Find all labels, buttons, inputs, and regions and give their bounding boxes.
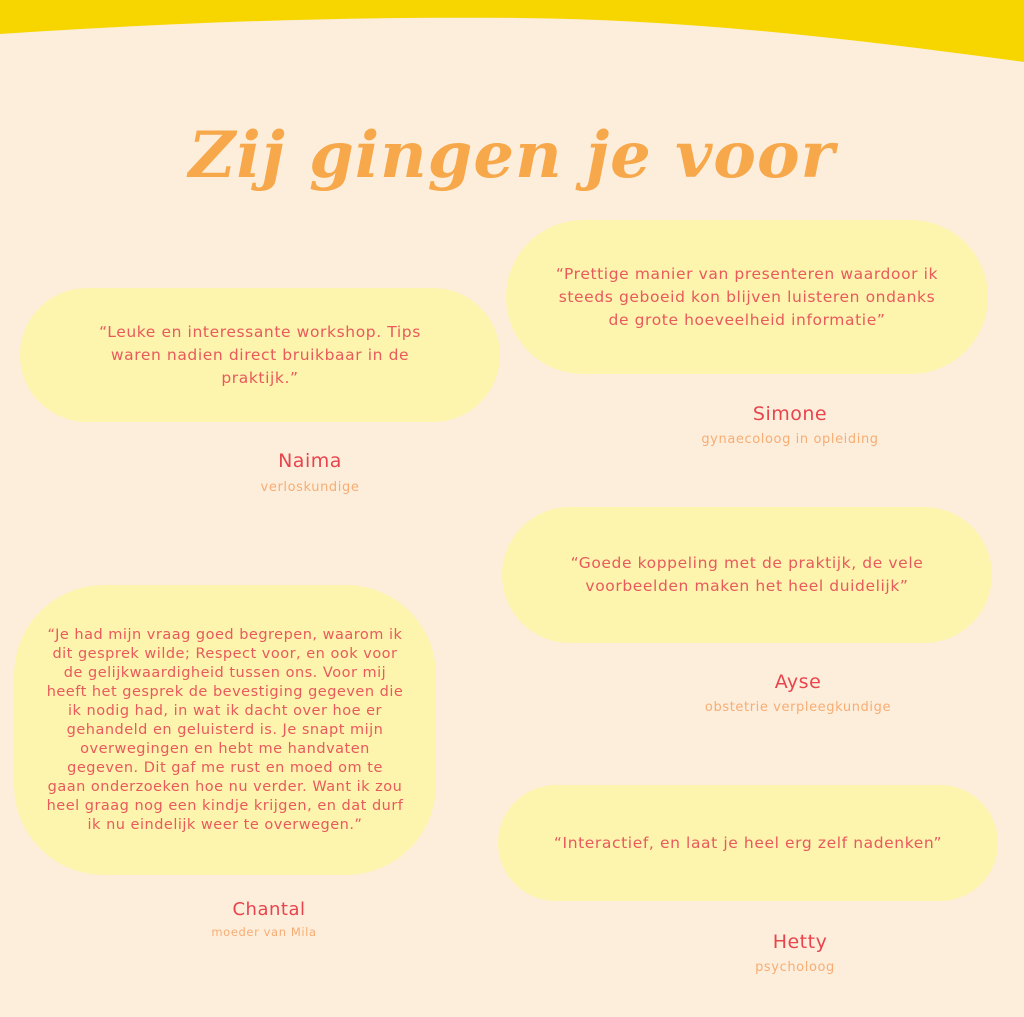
author-name-ayse: Ayse — [774, 671, 822, 693]
quote-text: “Leuke en interessante workshop. Tips waren nadien direct bruikbaar in de praktijk.” — [99, 322, 421, 387]
author-role-simone: gynaecoloog in opleiding — [701, 432, 879, 447]
author-name-hetty: Hetty — [772, 931, 828, 953]
page-title: Zij gingen je voor — [188, 118, 836, 193]
quote-bubble-hetty — [498, 785, 998, 901]
author-role-hetty: psycholoog — [755, 960, 835, 975]
quote-bubble-ayse — [502, 507, 992, 643]
quote-text: “Goede koppeling met de praktijk, de vele voorbeelden maken het heel duidelijk” — [570, 554, 924, 595]
quote-bubble-simone — [506, 220, 988, 374]
author-role-chantal: moeder van Mila — [211, 925, 317, 939]
top-wave-decoration — [0, 0, 1024, 70]
quote-text: “Interactief, en laat je heel erg zelf nadenken” — [553, 833, 943, 852]
quote-text: “Prettige manier van presenteren waardoor ik steeds geboeid kon blijven luisteren ondanks de grote hoeveelheid informatie” — [555, 264, 939, 329]
author-name-naima: Naima — [278, 450, 342, 472]
author-role-ayse: obstetrie verpleegkundige — [704, 700, 892, 715]
author-name-simone: Simone — [752, 403, 828, 425]
quote-bubble-naima — [20, 288, 500, 422]
quote-bubble-chantal — [14, 585, 436, 875]
author-role-naima: verloskundige — [260, 480, 360, 495]
quote-text: “Je had mijn vraag goed begrepen, waarom ik dit gesprek wilde; Respect voor, en ook voor de gelijkwaardigheid tussen ons. Voor mij heeft het gesprek de bevestiging gegeven die ik nodig had, in wat ik dacht over hoe er gehandeld en geluisterd is. Je snapt mijn overwegingen en hebt me handvaten gegeven. Dit gaf me rust en moed om te gaan onderzoeken hoe nu verder. Want ik zou heel graag nog een kindje krijgen, en dat durf ik nu eindelijk weer te overwegen.” — [46, 626, 404, 833]
author-name-chantal: Chantal — [232, 899, 306, 920]
